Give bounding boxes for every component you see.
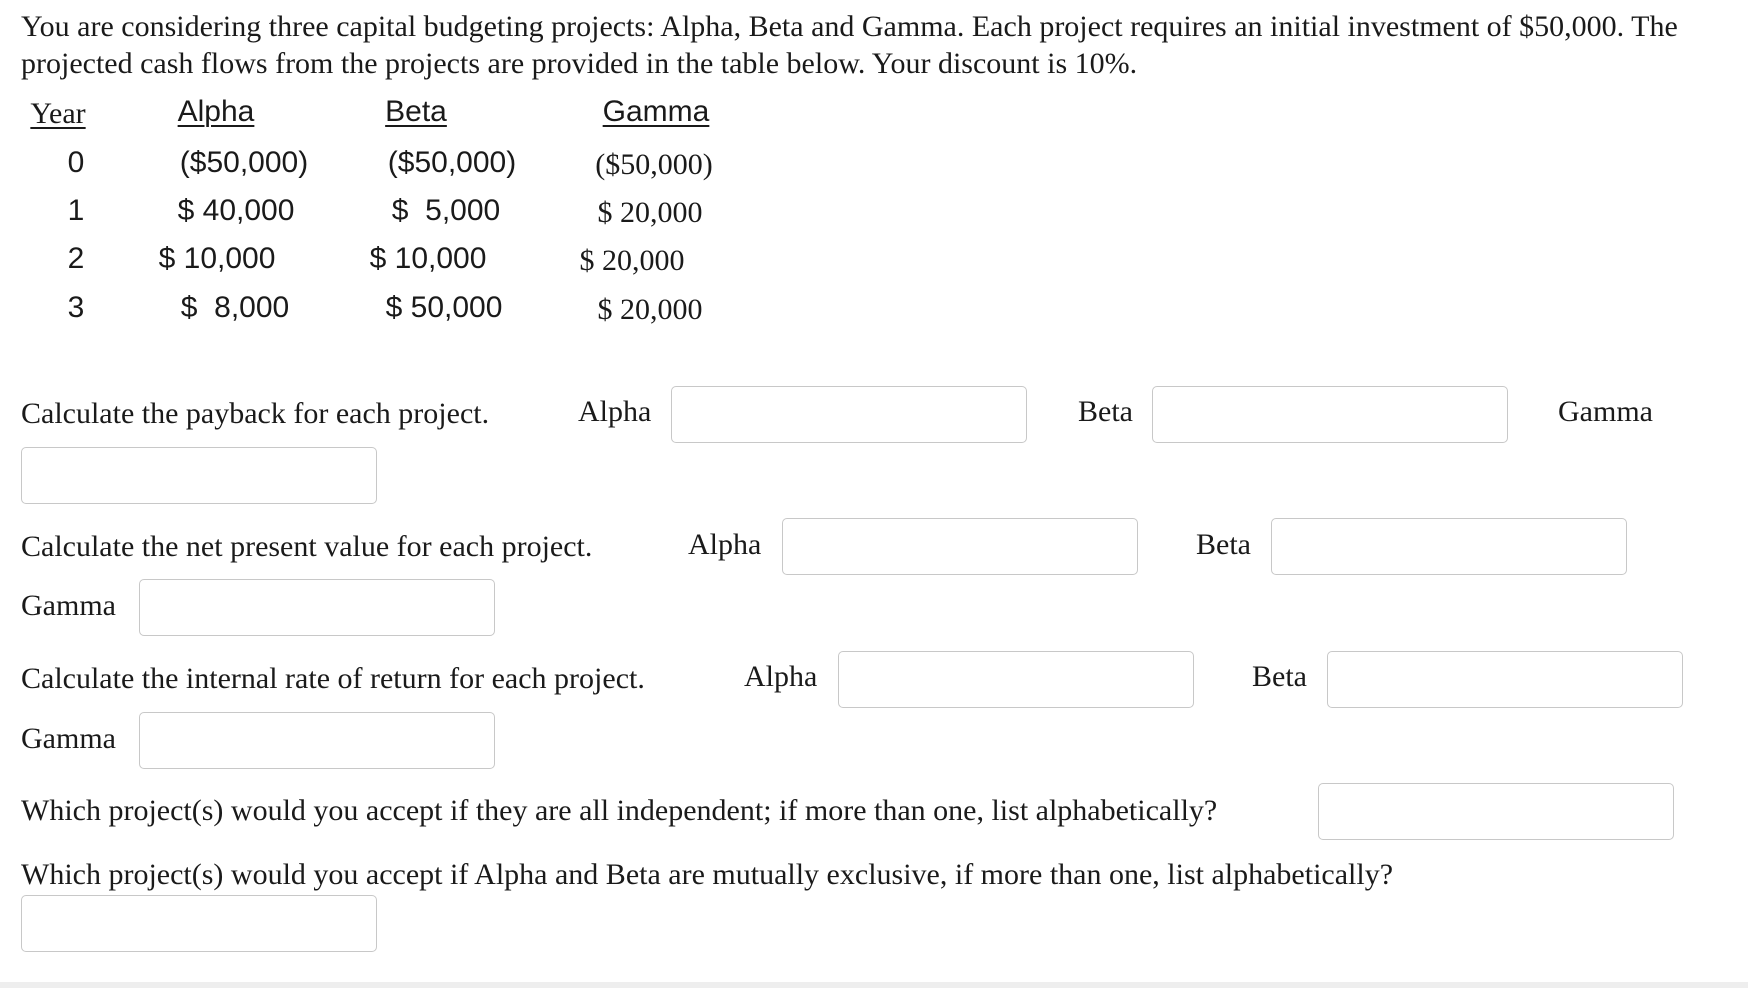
irr-gamma-input[interactable]	[139, 712, 495, 769]
table-cell-alpha: $ 8,000	[180, 291, 290, 324]
table-cell-beta: $ 10,000	[369, 242, 487, 275]
table-cell-beta: $ 50,000	[385, 291, 503, 324]
exclusive-prompt: Which project(s) would you accept if Alpha and Beta are mutually exclusive, if more than one, list alphabetically?	[21, 858, 1394, 891]
table-cell-year: 3	[67, 291, 85, 324]
table-cell-beta: $ 5,000	[391, 194, 501, 227]
irr-gamma-label: Gamma	[21, 722, 116, 755]
table-cell-alpha: $ 40,000	[177, 194, 295, 227]
payback-gamma-label: Gamma	[1558, 395, 1653, 428]
payback-gamma-input[interactable]	[21, 447, 377, 504]
npv-beta-label: Beta	[1196, 528, 1251, 561]
table-cell-gamma: $ 20,000	[579, 244, 685, 277]
payback-prompt: Calculate the payback for each project.	[21, 397, 490, 430]
payback-alpha-input[interactable]	[671, 386, 1027, 443]
table-cell-year: 2	[67, 242, 85, 275]
table-cell-beta: ($50,000)	[387, 146, 517, 179]
payback-beta-input[interactable]	[1152, 386, 1508, 443]
npv-beta-input[interactable]	[1271, 518, 1627, 575]
intro-paragraph: You are considering three capital budgeting projects: Alpha, Beta and Gamma. Each project requires an initial investment of $50,000. The projected cash flows from the projects are provided in the table below. Your discount is 10%.	[21, 10, 1678, 80]
irr-alpha-label: Alpha	[744, 660, 818, 693]
table-cell-alpha: ($50,000)	[179, 146, 309, 179]
irr-beta-label: Beta	[1252, 660, 1307, 693]
independent-input[interactable]	[1318, 783, 1674, 840]
npv-alpha-label: Alpha	[688, 528, 762, 561]
table-cell-alpha: $ 10,000	[158, 242, 276, 275]
table-cell-gamma: $ 20,000	[597, 196, 703, 229]
independent-prompt: Which project(s) would you accept if they are all independent; if more than one, list alphabetically?	[21, 794, 1218, 827]
npv-prompt: Calculate the net present value for each project.	[21, 530, 593, 563]
table-header-gamma: Gamma	[602, 95, 710, 128]
table-header-year: Year	[30, 97, 86, 130]
table-cell-year: 1	[67, 194, 85, 227]
payback-beta-label: Beta	[1078, 395, 1133, 428]
irr-beta-input[interactable]	[1327, 651, 1683, 708]
bottom-divider	[0, 982, 1748, 988]
exclusive-input[interactable]	[21, 895, 377, 952]
irr-alpha-input[interactable]	[838, 651, 1194, 708]
table-header-beta: Beta	[385, 95, 447, 128]
npv-gamma-input[interactable]	[139, 579, 495, 636]
table-cell-gamma: ($50,000)	[595, 148, 713, 181]
irr-prompt: Calculate the internal rate of return for each project.	[21, 662, 645, 695]
payback-alpha-label: Alpha	[578, 395, 652, 428]
npv-alpha-input[interactable]	[782, 518, 1138, 575]
table-cell-year: 0	[67, 146, 85, 179]
table-cell-gamma: $ 20,000	[597, 293, 703, 326]
table-header-alpha: Alpha	[177, 95, 255, 128]
npv-gamma-label: Gamma	[21, 589, 116, 622]
